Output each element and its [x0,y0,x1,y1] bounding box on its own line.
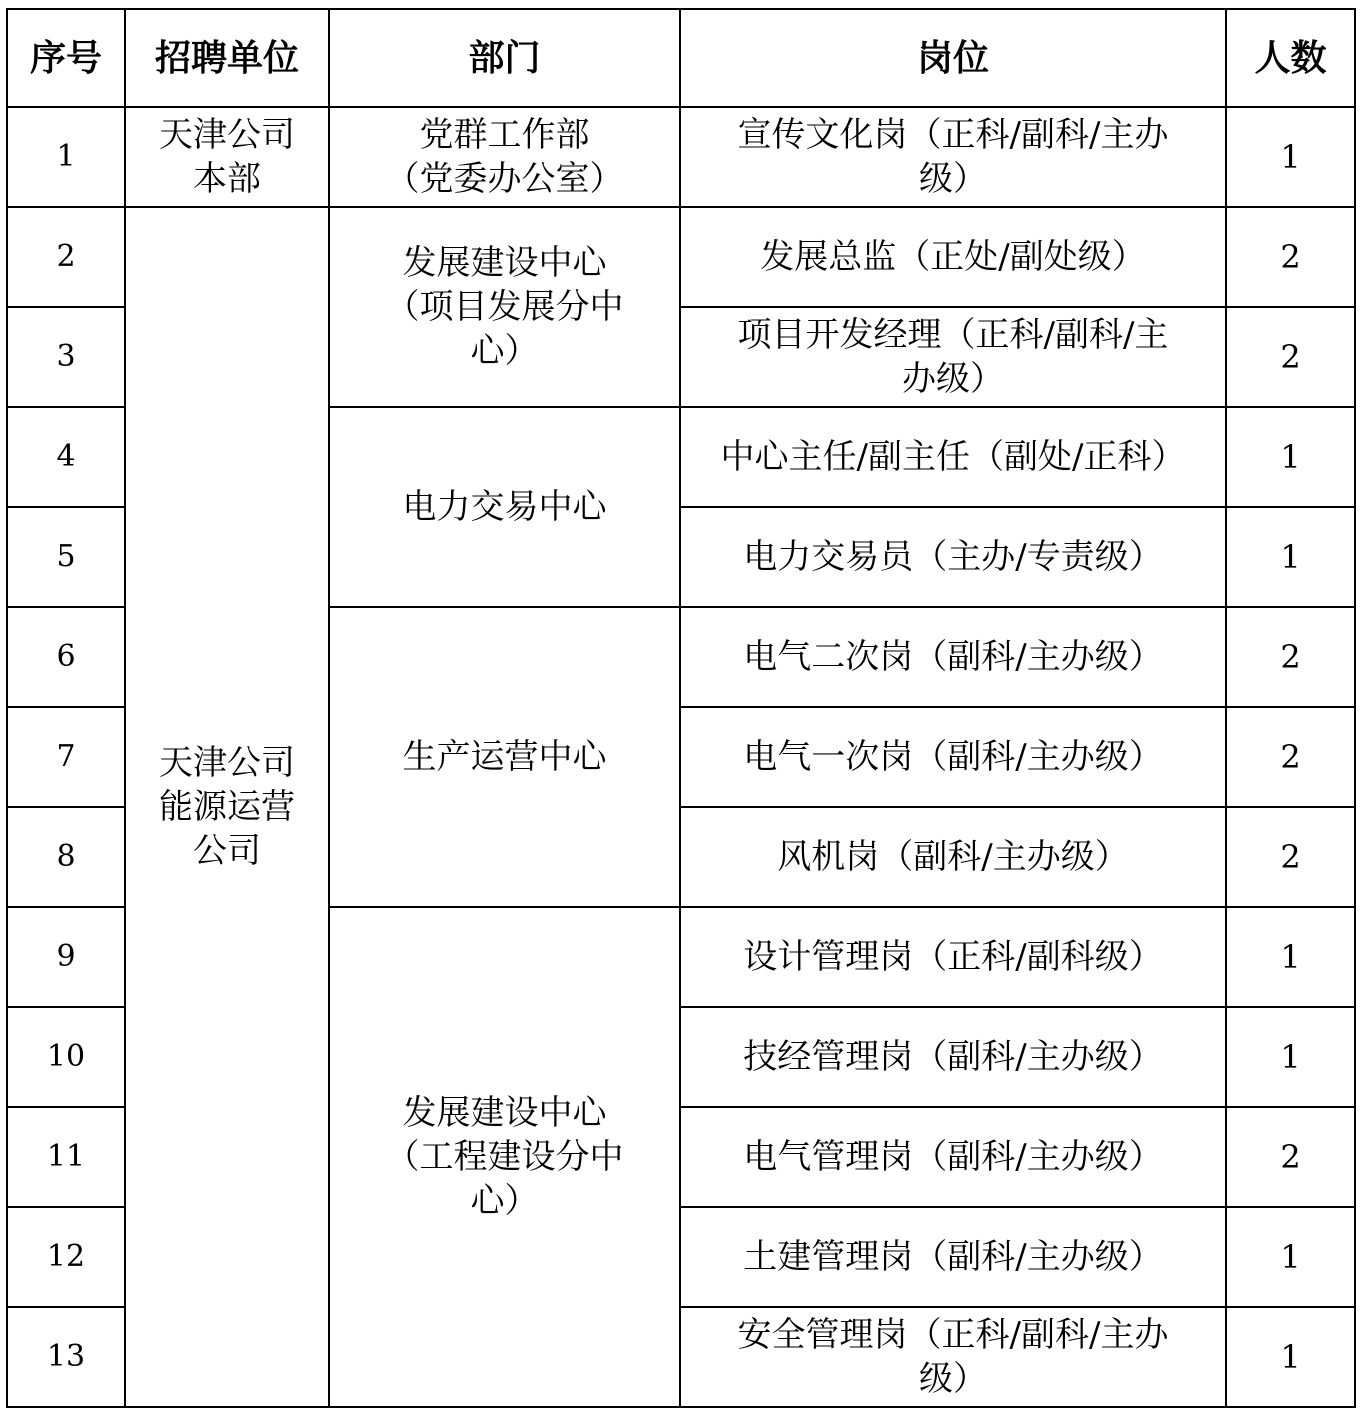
header-department: 部门 [329,9,680,107]
recruitment-table-container [6,8,1356,1408]
post-cell [680,307,1226,407]
unit-line: 天津公司 [159,743,295,783]
department-cell [329,407,680,607]
post-line: 技经管理岗（副科/主办级） [743,1037,1163,1077]
count-cell: 1 [1226,1207,1355,1307]
count-cell: 2 [1226,207,1355,307]
post-cell [680,507,1226,607]
serial-cell: 13 [7,1307,125,1407]
department-cell [329,907,680,1407]
department-line: 电力交易中心 [402,487,607,527]
unit-line: 能源运营 [159,787,295,827]
unit-line: 天津公司 [159,115,295,155]
serial-cell: 2 [7,207,125,307]
header-serial: 序号 [7,9,125,107]
department-line: 党群工作部 [419,115,590,155]
post-line: 中心主任/副主任（副处/正科） [720,437,1186,477]
unit-line: 公司 [193,831,261,871]
post-line: 宣传文化岗（正科/副科/主办 [737,115,1169,155]
post-line: 级） [919,1359,987,1399]
department-line: （项目发展分中 [385,287,624,327]
header-post: 岗位 [680,9,1226,107]
post-line: 电力交易员（主办/专责级） [743,537,1163,577]
serial-cell: 1 [7,107,125,207]
count-cell: 1 [1226,407,1355,507]
post-line: 风机岗（副科/主办级） [777,837,1129,877]
serial-cell: 7 [7,707,125,807]
serial-cell: 12 [7,1207,125,1307]
post-line: 电气一次岗（副科/主办级） [743,737,1163,777]
count-cell: 1 [1226,1307,1355,1407]
count-cell: 2 [1226,1107,1355,1207]
post-cell [680,207,1226,307]
count-cell: 1 [1226,1007,1355,1107]
count-cell: 1 [1226,907,1355,1007]
post-cell [680,407,1226,507]
department-line: 发展建设中心 [402,243,607,283]
post-line: 发展总监（正处/副处级） [760,237,1146,277]
post-cell [680,1207,1226,1307]
unit-line: 本部 [193,159,261,199]
count-cell: 2 [1226,307,1355,407]
post-cell [680,1007,1226,1107]
unit-cell [125,107,329,207]
post-cell [680,907,1226,1007]
post-line: 项目开发经理（正科/副科/主 [737,315,1169,355]
post-line: 安全管理岗（正科/副科/主办 [737,1315,1169,1355]
department-line: 心） [470,331,539,371]
post-line: 办级） [902,359,1004,399]
serial-cell: 10 [7,1007,125,1107]
post-line: 电气二次岗（副科/主办级） [743,637,1163,677]
serial-cell: 3 [7,307,125,407]
table-row [7,107,1355,207]
department-line: 心） [470,1181,539,1221]
post-cell [680,807,1226,907]
serial-cell: 8 [7,807,125,907]
department-line: 生产运营中心 [402,737,607,777]
count-cell: 2 [1226,607,1355,707]
header-row [7,9,1355,107]
department-line: （党委办公室） [385,159,624,199]
serial-cell: 6 [7,607,125,707]
count-cell: 1 [1226,507,1355,607]
post-cell [680,1307,1226,1407]
post-line: 土建管理岗（副科/主办级） [743,1237,1163,1277]
serial-cell: 4 [7,407,125,507]
post-cell [680,607,1226,707]
header-unit: 招聘单位 [125,9,329,107]
department-line: 发展建设中心 [402,1093,607,1133]
department-cell [329,607,680,907]
count-cell: 1 [1226,107,1355,207]
table-row [7,207,1355,307]
count-cell: 2 [1226,807,1355,907]
serial-cell: 5 [7,507,125,607]
post-cell [680,707,1226,807]
post-cell [680,107,1226,207]
header-count: 人数 [1226,9,1355,107]
post-line: 级） [919,159,987,199]
unit-cell [125,207,329,1407]
post-line: 设计管理岗（正科/副科级） [743,937,1163,977]
post-line: 电气管理岗（副科/主办级） [743,1137,1163,1177]
post-cell [680,1107,1226,1207]
department-cell [329,207,680,407]
department-line: （工程建设分中 [385,1137,624,1177]
recruitment-table [6,8,1356,1408]
serial-cell: 11 [7,1107,125,1207]
department-cell [329,107,680,207]
serial-cell: 9 [7,907,125,1007]
count-cell: 2 [1226,707,1355,807]
